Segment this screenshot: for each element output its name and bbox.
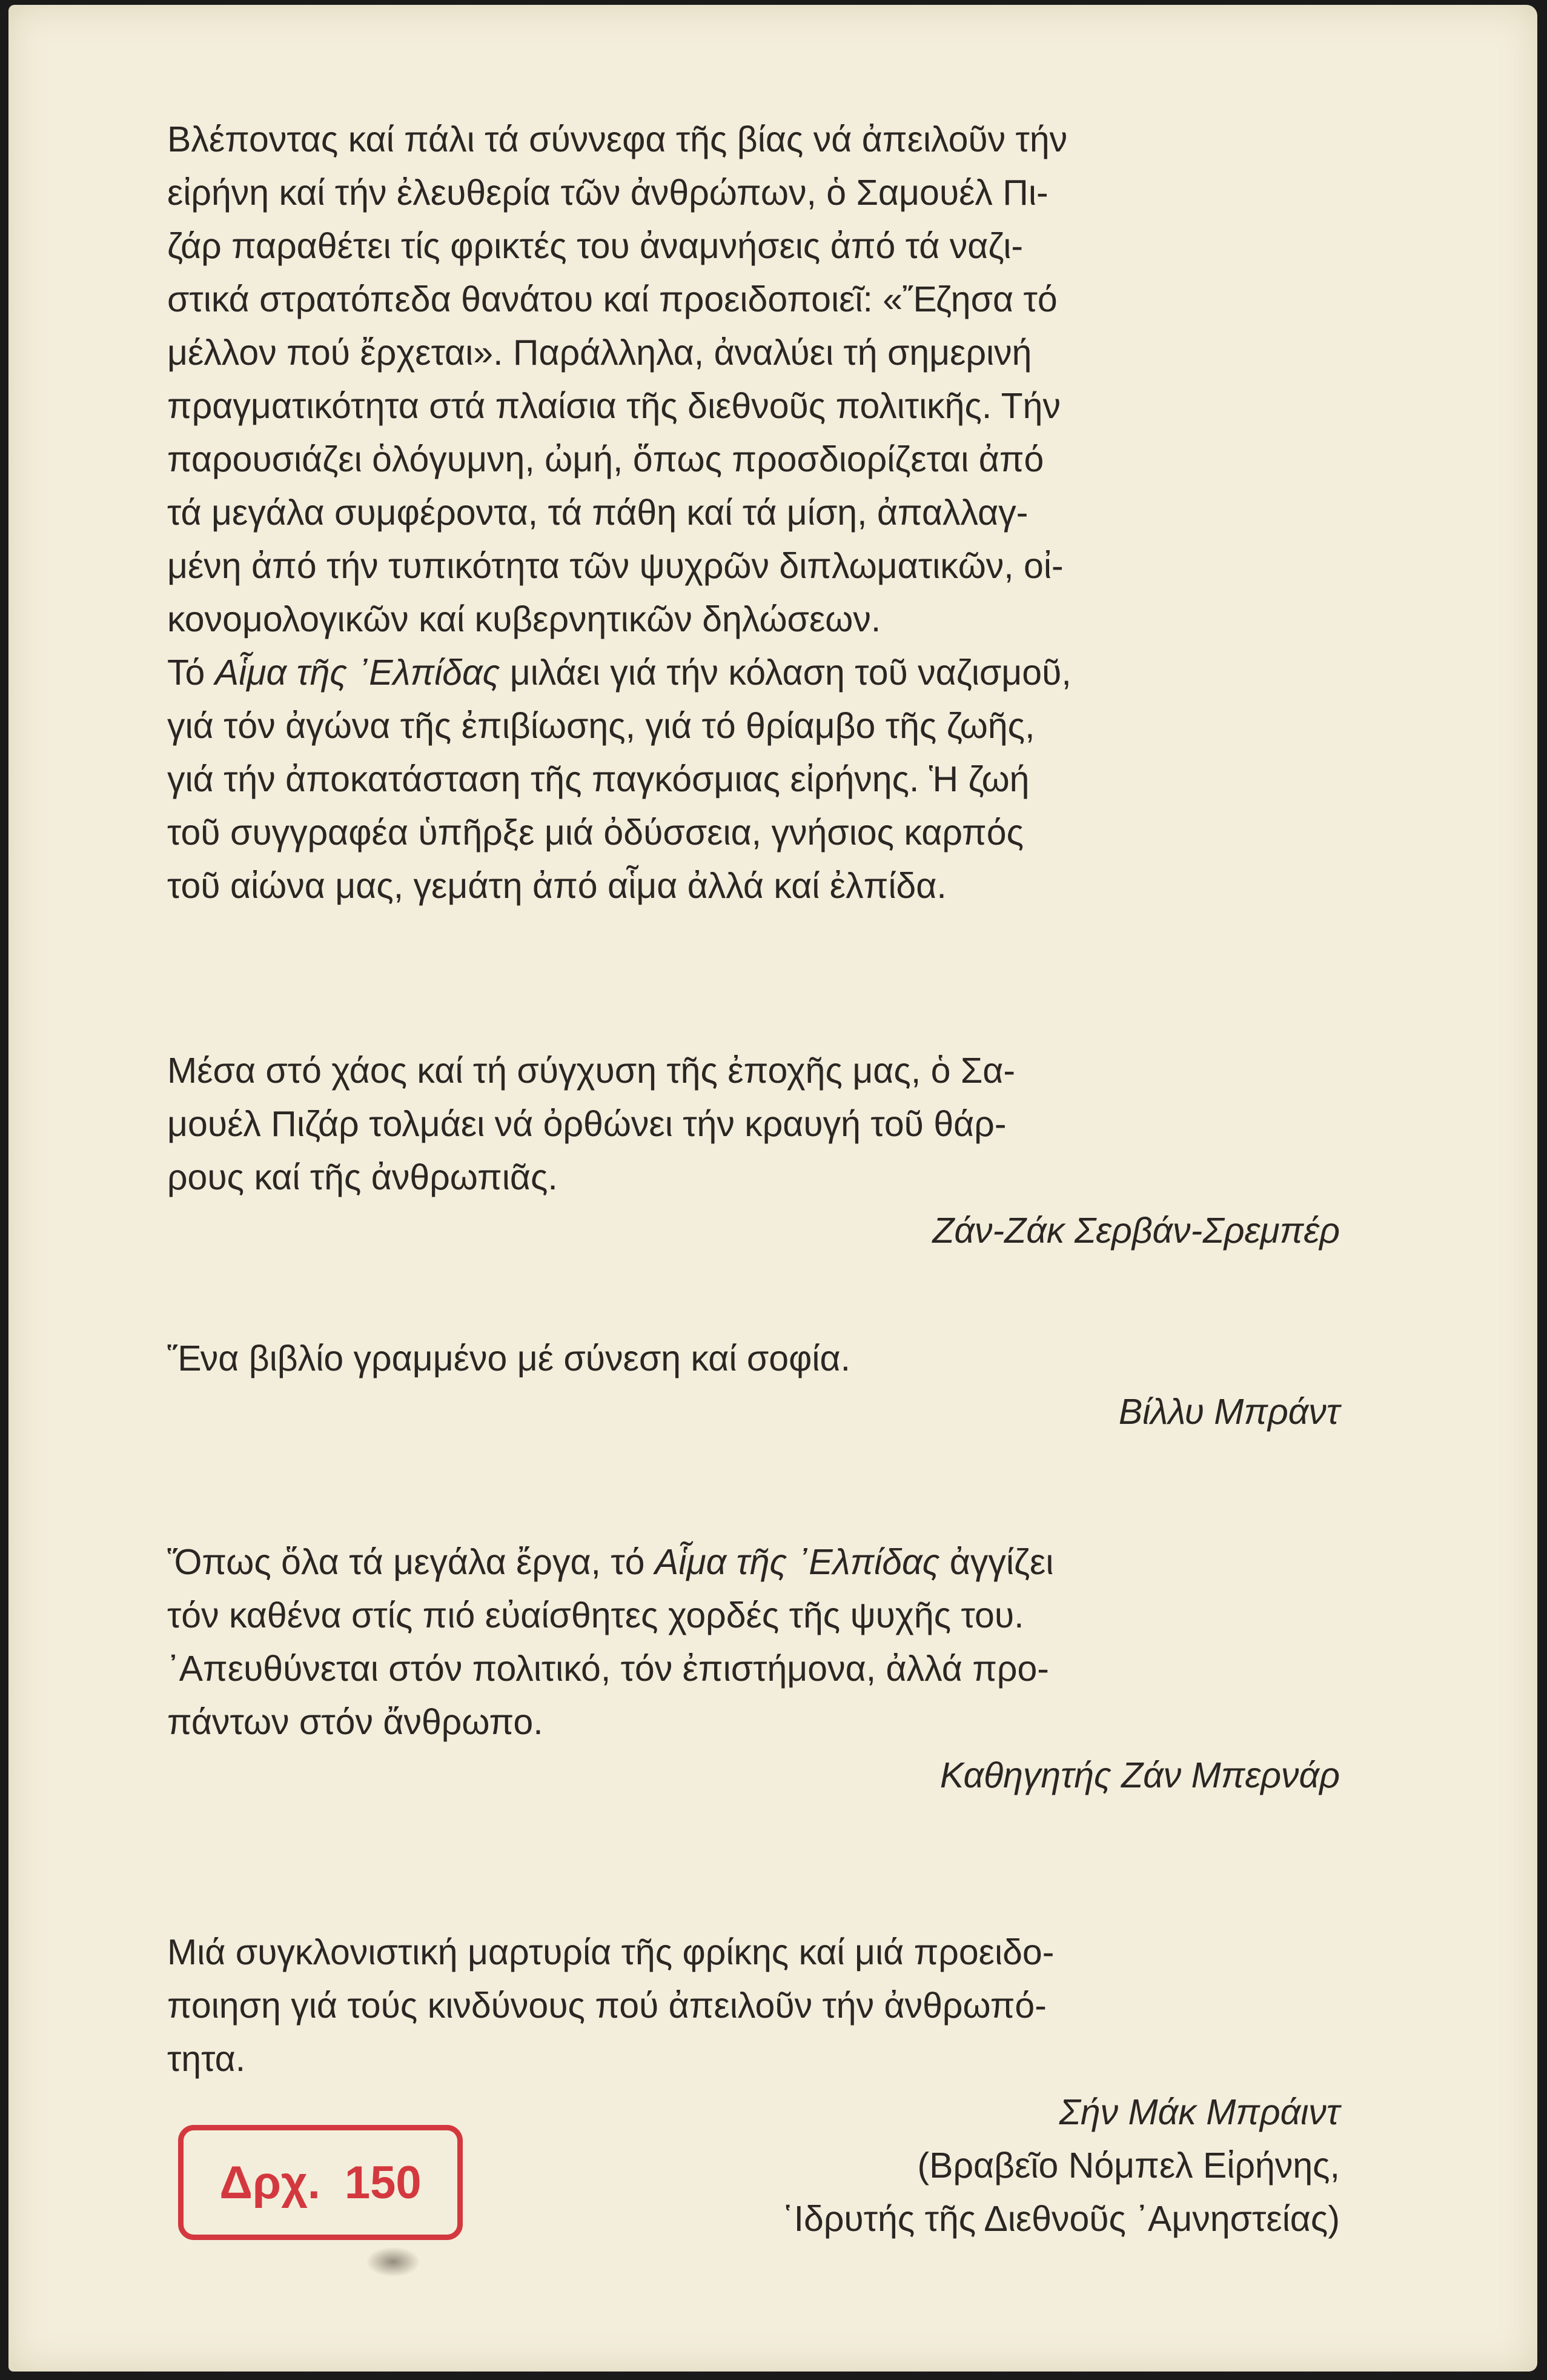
book-back-cover bbox=[8, 5, 1537, 2372]
blurb-line: στικά στρατόπεδα θανάτου καί προειδοποιεῖ: «Ἔζησα τό bbox=[167, 279, 1058, 319]
blurb-line: γιά τόν ἀγώνα τῆς ἐπιβίωσης, γιά τό θρίαμβο τῆς ζωῆς, bbox=[167, 706, 1035, 746]
quote-text bbox=[167, 1535, 1340, 1749]
quote-line: Μιά συγκλονιστική μαρτυρία τῆς φρίκης καί μιά προειδο- bbox=[167, 1932, 1055, 1972]
quote-text bbox=[167, 1332, 1340, 1385]
blurb-text: Τό bbox=[167, 653, 215, 693]
blurb-line: παρουσιάζει ὁλόγυμνη, ὠμή, ὅπως προσδιορίζεται ἀπό bbox=[167, 439, 1044, 479]
quote-line: τητα. bbox=[167, 2039, 246, 2079]
blurb-line: τοῦ συγγραφέα ὑπῆρξε μιά ὀδύσσεια, γνήσιος καρπός bbox=[167, 813, 1024, 853]
ink-smudge bbox=[366, 2247, 420, 2277]
blurb-line: κονομολογικῶν καί κυβερνητικῶν δηλώσεων. bbox=[167, 599, 881, 639]
blurb-paragraph-1 bbox=[167, 113, 1340, 646]
quote-author: Σήν Μάκ Μπράιντ bbox=[1059, 2092, 1340, 2132]
blurb-line: μένη ἀπό τήν τυπικότητα τῶν ψυχρῶν διπλωματικῶν, οἰ- bbox=[167, 546, 1064, 586]
price-amount: 150 bbox=[344, 2156, 422, 2209]
quote-line: Ἕνα βιβλίο γραμμένο μέ σύνεση καί σοφία. bbox=[167, 1338, 850, 1378]
quote-author-note: (Βραβεῖο Νόμπελ Εἰρήνης, bbox=[917, 2146, 1340, 2186]
blurb-line: γιά τήν ἀποκατάσταση τῆς παγκόσμιας εἰρήνης. Ἡ ζωή bbox=[167, 759, 1030, 799]
quote-text bbox=[167, 1926, 1340, 2086]
quote-author: Καθηγητής Ζάν Μπερνάρ bbox=[939, 1755, 1340, 1795]
quote-author: Ζάν-Ζάκ Σερβάν-Σρεμπέρ bbox=[932, 1211, 1340, 1251]
blurb-text: μιλάει γιά τήν κόλαση τοῦ ναζισμοῦ, bbox=[500, 653, 1072, 693]
price-currency: Δρχ. bbox=[219, 2156, 320, 2209]
blurb-paragraph-2 bbox=[167, 646, 1340, 912]
quote-line: μουέλ Πιζάρ τολμάει νά ὀρθώνει τήν κραυγή τοῦ θάρ- bbox=[167, 1104, 1007, 1144]
blurb-main bbox=[167, 113, 1340, 912]
quote-author: Βίλλυ Μπράντ bbox=[1118, 1392, 1340, 1432]
quote-line: τόν καθένα στίς πιό εὐαίσθητες χορδές τῆς ψυχῆς του. bbox=[167, 1595, 1024, 1635]
book-title: Αἷμα τῆς ᾿Ελπίδας bbox=[654, 1542, 940, 1582]
blurb-line: πραγματικότητα στά πλαίσια τῆς διεθνοῦς πολιτικῆς. Τήν bbox=[167, 386, 1061, 426]
blurb-line: τοῦ αἰώνα μας, γεμάτη ἀπό αἷμα ἀλλά καί ἐλπίδα. bbox=[167, 866, 947, 906]
quote-author-note: ῾Ιδρυτής τῆς Διεθνοῦς ᾿Αμνηστείας) bbox=[781, 2199, 1340, 2239]
quote-line: πάντων στόν ἄνθρωπο. bbox=[167, 1702, 543, 1742]
quote-1 bbox=[167, 1044, 1340, 1257]
quote-line: ᾿Απευθύνεται στόν πολιτικό, τόν ἐπιστήμονα, ἀλλά προ- bbox=[167, 1649, 1049, 1689]
blurb-line: Βλέποντας καί πάλι τά σύννεφα τῆς βίας νά ἀπειλοῦν τήν bbox=[167, 119, 1068, 159]
quote-text bbox=[167, 1044, 1340, 1204]
quote-line: ποιηση γιά τούς κινδύνους πού ἀπειλοῦν τήν ἀνθρωπό- bbox=[167, 1986, 1047, 2026]
quote-line: Μέσα στό χάος καί τή σύγχυση τῆς ἐποχῆς μας, ὁ Σα- bbox=[167, 1051, 1016, 1091]
quote-text-part: ἀγγίζει bbox=[939, 1542, 1054, 1582]
blurb-line: ζάρ παραθέτει τίς φρικτές του ἀναμνήσεις ἀπό τά ναζι- bbox=[167, 226, 1024, 266]
blurb-line: εἰρήνη καί τήν ἐλευθερία τῶν ἀνθρώπων, ὁ Σαμουέλ Πι- bbox=[167, 173, 1048, 213]
blurb-line: μέλλον πού ἔρχεται». Παράλληλα, ἀναλύει τή σημερινή bbox=[167, 333, 1032, 373]
quote-text-part: Ὅπως ὅλα τά μεγάλα ἔργα, τό bbox=[167, 1542, 655, 1582]
quote-line: ρους καί τῆς ἀνθρωπιᾶς. bbox=[167, 1157, 558, 1197]
price-stamp bbox=[178, 2125, 463, 2240]
blurb-line: τά μεγάλα συμφέροντα, τά πάθη καί τά μίση, ἀπαλλαγ- bbox=[167, 493, 1029, 533]
quote-3 bbox=[167, 1535, 1340, 1802]
book-title: Αἷμα τῆς ᾿Ελπίδας bbox=[214, 653, 500, 693]
quote-2 bbox=[167, 1332, 1340, 1438]
